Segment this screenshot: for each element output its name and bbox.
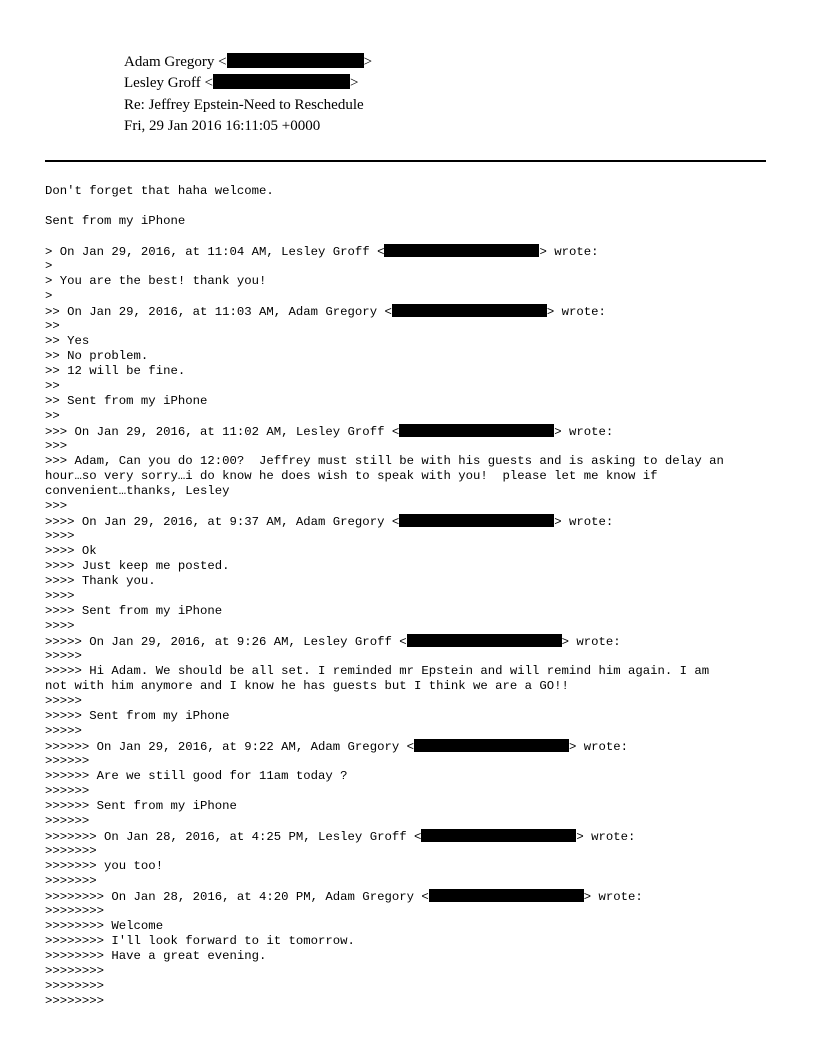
body-line-text: >>>>>> <box>45 754 90 768</box>
body-line <box>45 604 775 619</box>
body-line-text: >>>>>> <box>45 814 90 828</box>
body-line <box>45 469 775 484</box>
body-line <box>45 649 775 664</box>
redaction-box <box>407 634 562 647</box>
body-line <box>45 244 775 259</box>
body-line-text: >>> <box>45 439 68 453</box>
body-line <box>45 544 775 559</box>
body-line <box>45 724 775 739</box>
redaction-box <box>414 739 569 752</box>
body-line <box>45 184 775 199</box>
body-line-text: Sent from my iPhone <box>45 214 186 228</box>
date-value: Fri, 29 Jan 2016 16:11:05 +0000 <box>124 118 321 134</box>
to-value: Lesley Groff < > <box>124 75 359 91</box>
body-line-text: >>>>>> Are we still good for 11am today ? <box>45 769 348 783</box>
body-line-suffix: > wrote: <box>568 740 629 754</box>
body-line <box>45 844 775 859</box>
body-line-text: >>>> Ok <box>45 544 97 558</box>
body-line <box>45 454 775 469</box>
body-line <box>45 919 775 934</box>
body-line-text: >>>> <box>45 589 75 603</box>
body-line-text: >> Sent from my iPhone <box>45 394 208 408</box>
body-line-text: >> On Jan 29, 2016, at 11:03 AM, Adam Gregory < <box>45 305 392 319</box>
redaction-box <box>227 53 364 68</box>
body-line-text: hour…so very sorry…i do know he does wish to speak with you! please let me know if <box>45 469 658 483</box>
body-line-text: >>>>>> <box>45 784 90 798</box>
body-line <box>45 439 775 454</box>
body-line-text: >>>>>>>> <box>45 979 105 993</box>
from-name: Adam Gregory <box>124 54 215 70</box>
body-line <box>45 259 775 274</box>
body-line-text: >>>>> Hi Adam. We should be all set. I reminded mr Epstein and will remind him again. I am <box>45 664 710 678</box>
body-line <box>45 814 775 829</box>
body-line-text: > <box>45 259 53 273</box>
body-line-text: >>>>>> Sent from my iPhone <box>45 799 237 813</box>
body-line-suffix: > wrote: <box>583 890 643 904</box>
body-line-text: >>>> Just keep me posted. <box>45 559 230 573</box>
body-line-text: >>>>> <box>45 694 82 708</box>
body-line <box>45 889 775 904</box>
body-line <box>45 424 775 439</box>
body-line-text: >>>>> Sent from my iPhone <box>45 709 230 723</box>
body-line-suffix: > wrote: <box>554 425 614 439</box>
redaction-box <box>399 514 554 527</box>
body-line <box>45 739 775 754</box>
body-line <box>45 904 775 919</box>
body-line-text: Don't forget that haha welcome. <box>45 184 274 198</box>
redaction-box <box>392 304 547 317</box>
body-line <box>45 484 775 499</box>
body-line-text: >>>> Sent from my iPhone <box>45 604 223 618</box>
body-line-text: >>>>>>> <box>45 844 97 858</box>
body-line <box>45 874 775 889</box>
body-line <box>45 364 775 379</box>
body-line-text: >>>> On Jan 29, 2016, at 9:37 AM, Adam Gregory < <box>45 515 400 529</box>
body-line <box>45 409 775 424</box>
body-line <box>45 529 775 544</box>
body-line-text: >>>>> <box>45 649 82 663</box>
body-line-suffix: > wrote: <box>561 635 621 649</box>
body-line-text: >>>>>>>> <box>45 994 105 1008</box>
body-line-text: > On Jan 29, 2016, at 11:04 AM, Lesley Groff < <box>45 245 385 259</box>
body-line <box>45 694 775 709</box>
body-line-text: >>>>>>>> Welcome <box>45 919 164 933</box>
body-line <box>45 664 775 679</box>
body-line <box>45 994 775 1009</box>
body-line-text: >> <box>45 379 60 393</box>
email-body <box>45 184 775 1009</box>
body-line-text: >> <box>45 409 60 423</box>
body-line <box>45 574 775 589</box>
body-line <box>45 349 775 364</box>
redaction-box <box>384 244 539 257</box>
body-line-text: >>>> <box>45 619 75 633</box>
redaction-box <box>399 424 554 437</box>
body-line <box>45 394 775 409</box>
body-line-suffix: > wrote: <box>554 515 614 529</box>
body-line-text: >>> <box>45 499 68 513</box>
body-line <box>45 589 775 604</box>
body-line <box>45 379 775 394</box>
body-line <box>45 559 775 574</box>
body-line-suffix: > wrote: <box>576 830 636 844</box>
body-line <box>45 679 775 694</box>
body-line <box>45 934 775 949</box>
body-line-text: >>>>>>>> I'll look forward to it tomorrow. <box>45 934 355 948</box>
body-line-text: >>>>>>>> <box>45 964 105 978</box>
body-line <box>45 964 775 979</box>
body-line-text: >>>>>>> you too! <box>45 859 164 873</box>
body-line-text: >> <box>45 319 60 333</box>
body-line-text: >>>> Thank you. <box>45 574 156 588</box>
body-line-suffix: > wrote: <box>546 305 606 319</box>
body-line <box>45 514 775 529</box>
body-line <box>45 499 775 514</box>
body-line-text: >>>>> <box>45 724 82 738</box>
subject-value: Re: Jeffrey Epstein-Need to Reschedule <box>124 97 364 113</box>
body-line-text: >>> On Jan 29, 2016, at 11:02 AM, Lesley Groff < <box>45 425 400 439</box>
redaction-box <box>213 74 350 89</box>
body-line <box>45 799 775 814</box>
body-line <box>45 214 775 229</box>
body-line-text: > You are the best! thank you! <box>45 274 267 288</box>
body-line <box>45 634 775 649</box>
body-line-suffix: > wrote: <box>539 245 599 259</box>
body-line-text: >>>>> On Jan 29, 2016, at 9:26 AM, Lesley Groff < <box>45 635 407 649</box>
body-line <box>45 949 775 964</box>
body-line <box>45 859 775 874</box>
body-line <box>45 784 775 799</box>
from-value: Adam Gregory < > <box>124 54 373 70</box>
body-line <box>45 769 775 784</box>
body-line-text: >>>>>>>> Have a great evening. <box>45 949 267 963</box>
body-line-text: >>>>>>>> On Jan 28, 2016, at 4:20 PM, Adam Gregory < <box>45 890 429 904</box>
body-line-text: >>>>>>> <box>45 874 97 888</box>
header-divider <box>45 160 766 162</box>
body-line-text: >>> Adam, Can you do 12:00? Jeffrey must still be with his guests and is asking to delay an <box>45 454 724 468</box>
body-line <box>45 319 775 334</box>
body-line-text: >>>>>>>> <box>45 904 105 918</box>
body-line <box>45 829 775 844</box>
body-line <box>45 229 775 244</box>
body-line <box>45 709 775 724</box>
body-line <box>45 274 775 289</box>
body-line-text: >> 12 will be fine. <box>45 364 186 378</box>
body-line <box>45 304 775 319</box>
redaction-box <box>421 829 576 842</box>
redaction-box <box>429 889 584 902</box>
body-line-text: >> No problem. <box>45 349 149 363</box>
body-line <box>45 334 775 349</box>
body-line <box>45 199 775 214</box>
to-name: Lesley Groff <box>124 75 201 91</box>
body-line-text: >>>> <box>45 529 75 543</box>
body-line-text: convenient…thanks, Lesley <box>45 484 230 498</box>
body-line-text: >>>>>> On Jan 29, 2016, at 9:22 AM, Adam Gregory < <box>45 740 414 754</box>
body-line <box>45 289 775 304</box>
body-line <box>45 979 775 994</box>
body-line <box>45 754 775 769</box>
body-line <box>45 619 775 634</box>
body-line-text: >>>>>>> On Jan 28, 2016, at 4:25 PM, Lesley Groff < <box>45 830 422 844</box>
body-line-text: not with him anymore and I know he has guests but I think we are a GO!! <box>45 679 569 693</box>
body-line-text: >> Yes <box>45 334 90 348</box>
body-line-text: > <box>45 289 53 303</box>
